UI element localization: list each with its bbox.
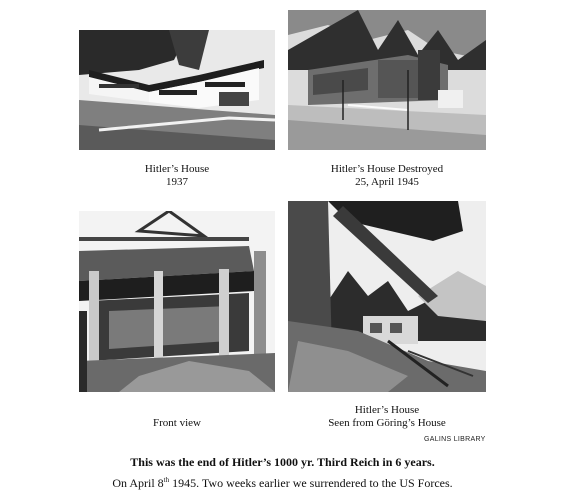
caption-photo-4 [288, 404, 486, 430]
caption-photo-2-line-1: Hitler’s House Destroyed [330, 163, 444, 175]
footer-text-start: On April 8 [112, 476, 164, 490]
photo-front-view [79, 211, 275, 392]
photo-house-1937 [79, 30, 275, 150]
headline: This was the end of Hitler’s 1000 yr. Third Reich in 6 years. [130, 455, 435, 469]
caption-photo-4-line-1: Hitler’s House [354, 404, 420, 416]
caption-photo-1 [79, 163, 275, 189]
footer-text-end: 1945. Two weeks earlier we surrendered to the US Forces. [169, 476, 453, 490]
footer-text-ordinal: th [163, 476, 170, 484]
caption-photo-1-line-1: Hitler’s House [144, 163, 210, 175]
caption-photo-1-line-2: 1937 [166, 176, 188, 188]
photo-house-destroyed [288, 10, 486, 150]
photo-credit: GALINS LIBRARY [424, 436, 486, 443]
caption-photo-4-line-2: Seen from Göring’s House [328, 417, 446, 429]
caption-photo-2 [288, 163, 486, 189]
photo-seen-from-goring [288, 201, 486, 392]
caption-photo-3 [79, 417, 275, 430]
caption-photo-2-line-2: 25, April 1945 [355, 176, 419, 188]
caption-photo-3-line-1: Front view [153, 417, 201, 429]
footer-text [0, 476, 565, 491]
